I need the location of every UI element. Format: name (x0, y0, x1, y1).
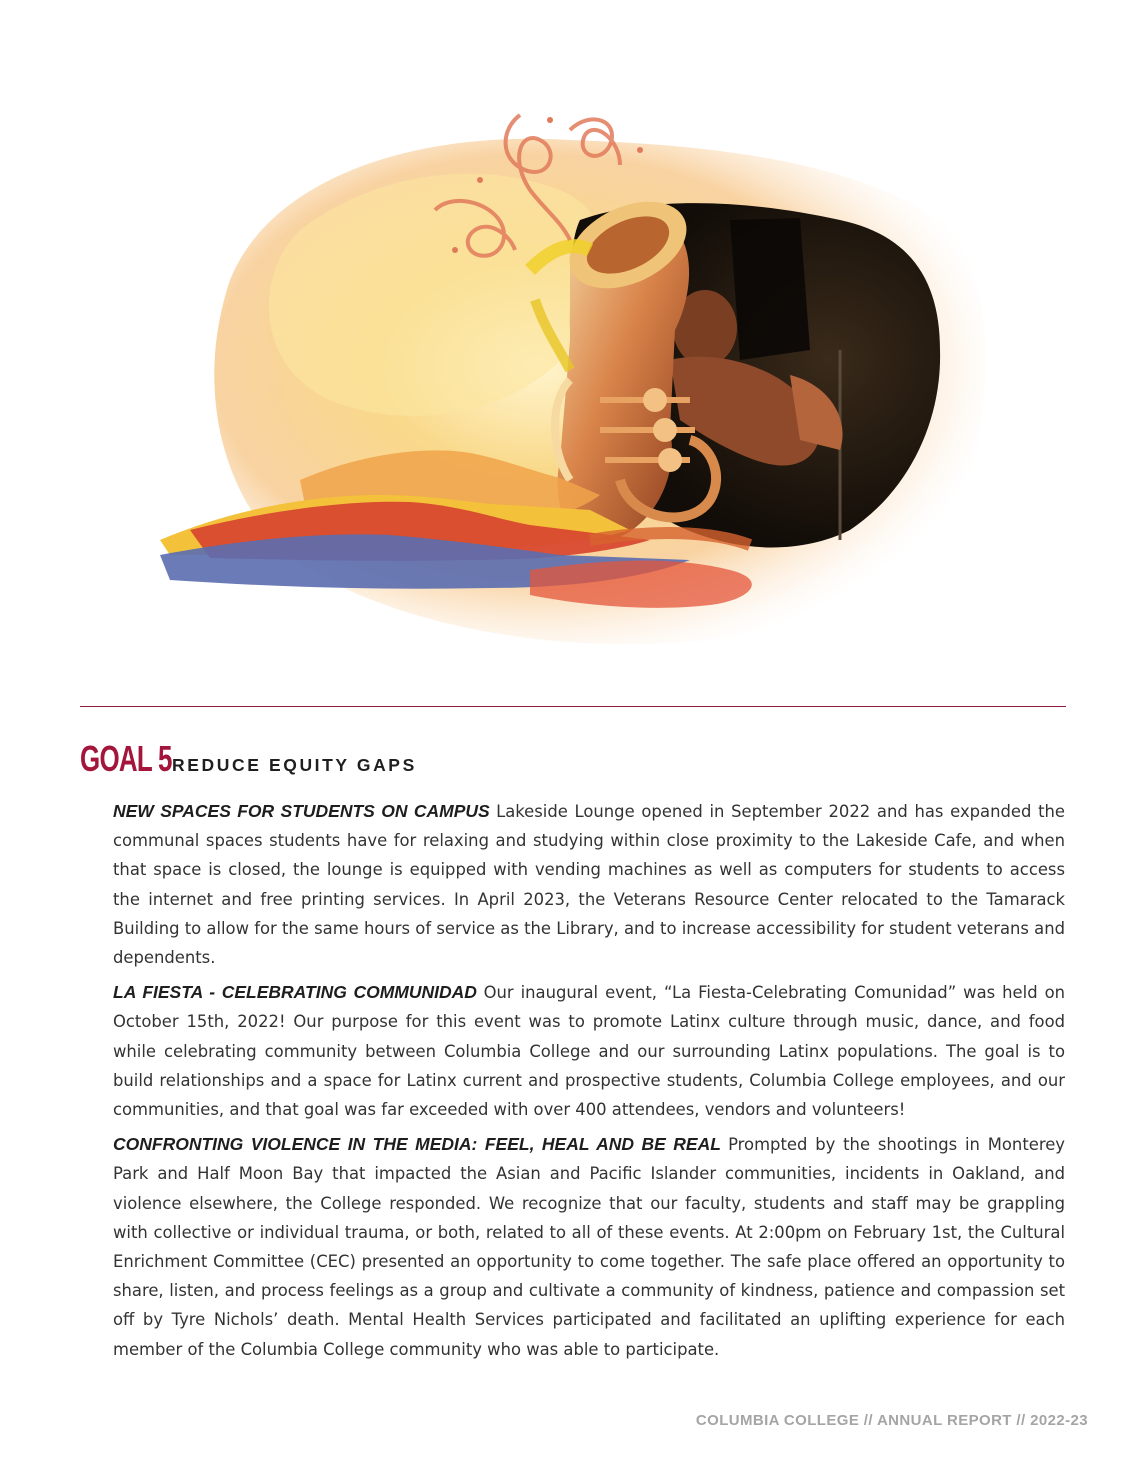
goal-title: REDUCE EQUITY GAPS (172, 755, 417, 775)
goal-number: GOAL 5 (80, 738, 172, 779)
section-divider (80, 706, 1066, 707)
section-heading: CONFRONTING VIOLENCE IN THE MEDIA: FEEL, HEAL AND BE REAL (113, 1134, 729, 1155)
goal-header (80, 738, 417, 780)
goal-body (113, 797, 1065, 1370)
section-new-spaces (113, 797, 1065, 972)
section-la-fiesta (113, 978, 1065, 1124)
section-text: Lakeside Lounge opened in September 2022 and has expanded the communal spaces students have for relaxing and studying within close proximity to the Lakeside Cafe, and when that space is closed, the lounge is equipped with vending machines as well as computers for students to access the internet and free printing services. In April 2023, the Veterans Resource Center relocated to the Tamarack Building to allow for the same hours of service as the Library, and to increase accessibility for student veterans and dependents. (113, 802, 1065, 968)
section-text: Prompted by the shootings in Monterey Park and Half Moon Bay that impacted the Asian and Pacific Islander communities, incidents in Oakland, and violence elsewhere, the College responded. We recognize that our faculty, students and staff may be grappling with collective or individual trauma, or both, related to all of these events. At 2:00pm on February 1st, the Cultural Enrichment Committee (CEC) presented an opportunity to come together. The safe place offered an opportunity to share, listen, and process feelings as a group and cultivate a community of kindness, patience and compassion set off by Tyre Nichols’ death. Mental Health Services participated and facilitated an uplifting experience for each member of the Columbia College community who was able to participate. (113, 1135, 1065, 1359)
section-heading: LA FIESTA - CELEBRATING COMMUNIDAD (113, 982, 484, 1003)
section-heading: NEW SPACES FOR STUDENTS ON CAMPUS (113, 801, 497, 821)
page-footer: COLUMBIA COLLEGE // ANNUAL REPORT // 2022-23 (695, 1412, 1088, 1429)
hero-illustration (150, 100, 1010, 660)
section-confronting-violence (113, 1130, 1065, 1364)
section-text: Our inaugural event, “La Fiesta-Celebrating Comunidad” was held on October 15th, 2022! Our purpose for this event was to promote Latinx culture through music, dance, and food while celebrating community between Columbia College and our surrounding Latinx populations. The goal is to build relationships and a space for Latinx current and prospective students, Columbia College employees, and our communities, and that goal was far exceeded with over 400 attendees, vendors and volunteers! (113, 983, 1066, 1120)
